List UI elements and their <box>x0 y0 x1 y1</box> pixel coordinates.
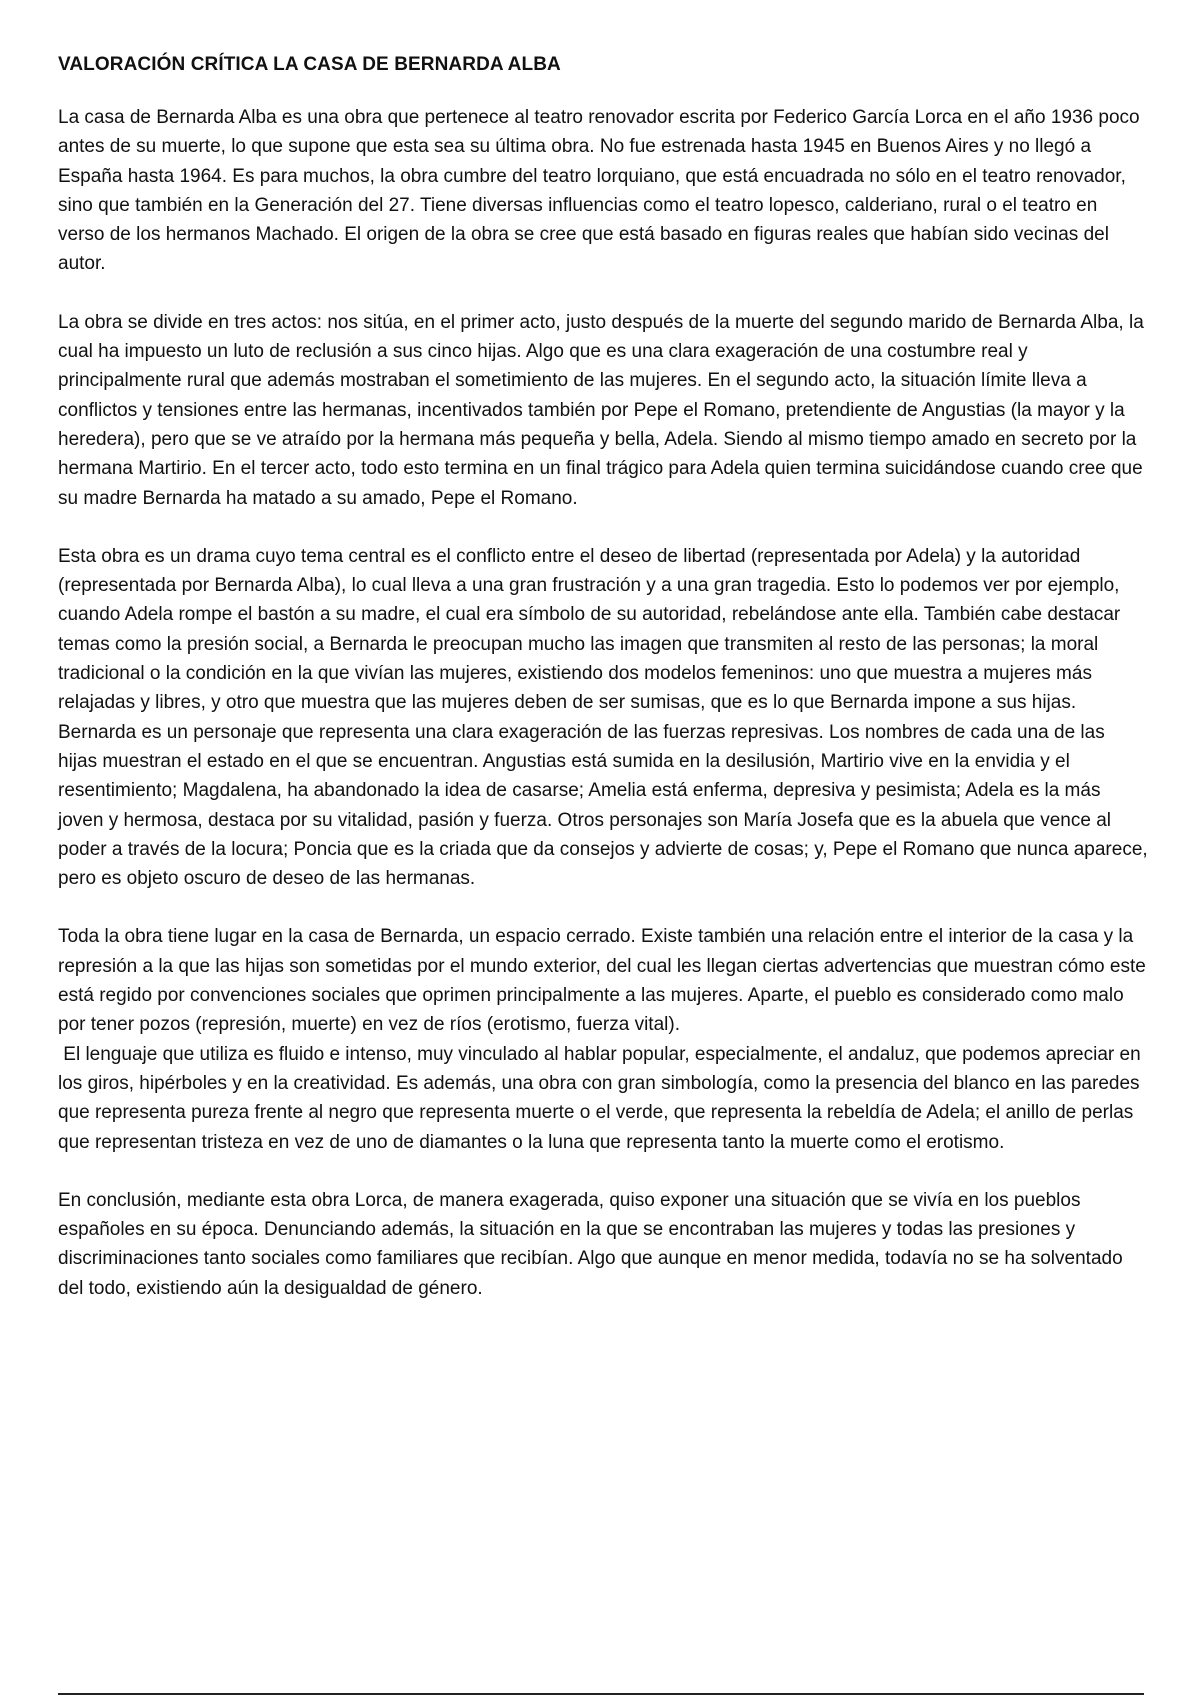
document-title: VALORACIÓN CRÍTICA LA CASA DE BERNARDA ALBA <box>58 54 561 75</box>
paragraph-introduction: La casa de Bernarda Alba es una obra que pertenece al teatro renovador escrita por Federico García Lorca en el año 1936 poco antes de su muerte, lo que supone que esta sea su última obra. No fue estrenada hasta 1945 en Buenos Aires y no llegó a España hasta 1964. Es para muchos, la obra cumbre del teatro lorquiano, que está encuadrada no sólo en el teatro renovador, sino que también en la Generación del 27. Tiene diversas influencias como el teatro lopesco, calderiano, rural o el teatro en verso de los hermanos Machado. El origen de la obra se cree que está basado en figuras reales que habían sido vecinas del autor. <box>58 107 1140 275</box>
paragraph-gap <box>58 513 1148 542</box>
paragraph-gap <box>58 893 1148 922</box>
paragraph-gap <box>58 1157 1148 1186</box>
paragraph-language: El lenguaje que utiliza es fluido e intenso, muy vinculado al hablar popular, especialmente, el andaluz, que podemos apreciar en los giros, hipérboles y en la creatividad. Es además, una obra con gran simbología, como la presencia del blanco en las paredes que representa pureza frente al negro que representa muerte o el verde, que representa la rebeldía de Adela; el anillo de perlas que representan tristeza en vez de uno de diamantes o la luna que representa tanto la muerte como el erotismo. <box>58 1043 1146 1153</box>
paragraph-structure: La obra se divide en tres actos: nos sitúa, en el primer acto, justo después de la muerte del segundo marido de Bernarda Alba, la cual ha impuesto un luto de reclusión a sus cinco hijas. Algo que es una clara exageración de una costumbre real y principalmente rural que además mostraban el sometimiento de las mujeres. En el segundo acto, la situación límite lleva a conflictos y tensiones entre las hermanas, incentivados también por Pepe el Romano, pretendiente de Angustias (la mayor y la heredera), pero que se ve atraído por la hermana más pequeña y bella, Adela. Siendo al mismo tiempo amado en secreto por la hermana Martirio. En el tercer acto, todo esto termina en un final trágico para Adela quien termina suicidándose cuando cree que su madre Bernarda ha matado a su amado, Pepe el Romano. <box>58 311 1144 509</box>
paragraph-gap <box>58 279 1148 308</box>
footer-divider <box>58 1693 1144 1695</box>
paragraph-setting: Toda la obra tiene lugar en la casa de Bernarda, un espacio cerrado. Existe también una relación entre el interior de la casa y la represión a la que las hijas son sometidas por el mundo exterior, del cual les llegan ciertas advertencias que muestran cómo este está regido por convenciones sociales que oprimen principalmente a las mujeres. Aparte, el pueblo es considerado como malo por tener pozos (represión, muerte) en vez de ríos (erotismo, fuerza vital). <box>58 926 1146 1036</box>
document-page <box>58 50 1148 1303</box>
paragraph-characters: Bernarda es un personaje que representa una clara exageración de las fuerzas represivas. Los nombres de cada una de las hijas muestran el estado en el que se encuentran. Angustias está sumida en la desilusión, Martirio vive en la envidia y el resentimiento; Magdalena, ha abandonado la idea de casarse; Amelia está enferma, depresiva y pesimista; Adela es la más joven y hermosa, destaca por su vitalidad, pasión y fuerza. Otros personajes son María Josefa que es la abuela que vence al poder a través de la locura; Poncia que es la criada que da consejos y advierte de cosas; y, Pepe el Romano que nunca aparece, pero es objeto oscuro de deseo de las hermanas. <box>58 721 1148 890</box>
paragraph-themes: Esta obra es un drama cuyo tema central es el conflicto entre el deseo de libertad (representada por Adela) y la autoridad (representada por Bernarda Alba), lo cual lleva a una gran frustración y a una gran tragedia. Esto lo podemos ver por ejemplo, cuando Adela rompe el bastón a su madre, el cual era símbolo de su autoridad, rebelándose ante ella. También cabe destacar temas como la presión social, a Bernarda le preocupan mucho las imagen que transmiten al resto de las personas; la moral tradicional o la condición en la que vivían las mujeres, existiendo dos modelos femeninos: uno que muestra a mujeres más relajadas y libres, y otro que muestra que las mujeres deben de ser sumisas, que es lo que Bernarda impone a sus hijas. <box>58 545 1121 714</box>
paragraph-conclusion: En conclusión, mediante esta obra Lorca, de manera exagerada, quiso exponer una situación que se vivía en los pueblos españoles en su época. Denunciando además, la situación en la que se encontraban las mujeres y todas las presiones y discriminaciones tanto sociales como familiares que recibían. Algo que aunque en menor medida, todavía no se ha solventado del todo, existiendo aún la desigualdad de género. <box>58 1189 1123 1299</box>
